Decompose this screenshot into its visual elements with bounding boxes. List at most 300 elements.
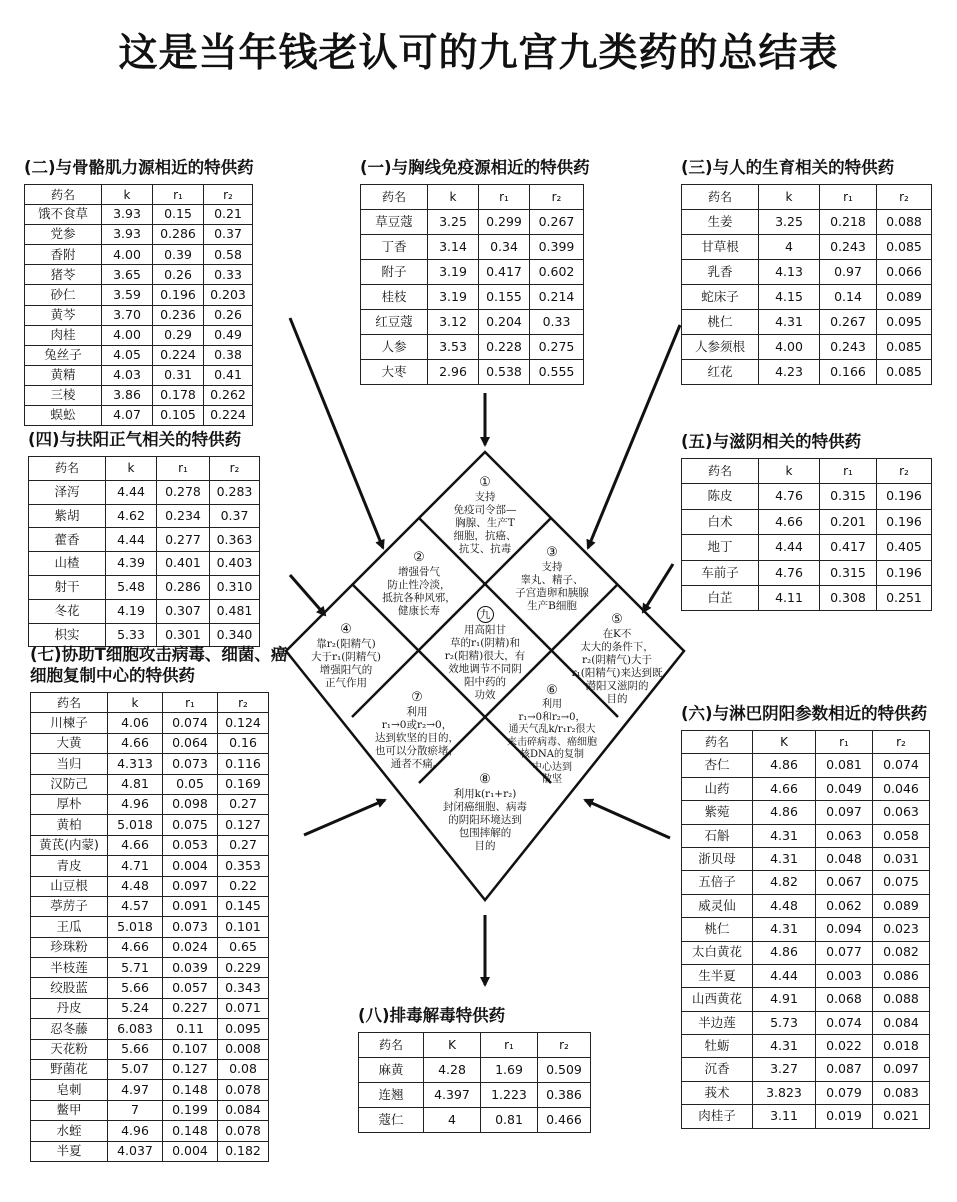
value-cell: 4.31 (753, 824, 816, 847)
table-row (361, 360, 584, 385)
herb-name-cell: 汉防己 (31, 774, 108, 794)
arrow-t3 (588, 325, 680, 548)
value-cell: 3.59 (102, 285, 153, 305)
value-cell: 0.095 (218, 1019, 269, 1039)
herb-name-cell: 草豆蔻 (361, 210, 428, 235)
table-row (29, 552, 260, 576)
herb-name-cell: 紫菀 (682, 801, 753, 824)
herb-name-cell: 人参 (361, 335, 428, 360)
column-header: K (424, 1033, 481, 1058)
value-cell: 0.031 (873, 847, 930, 870)
value-cell: 4.00 (759, 335, 820, 360)
column-header: 药名 (682, 459, 759, 484)
herb-table (24, 184, 253, 426)
table-row (25, 385, 253, 405)
herb-name-cell: 青皮 (31, 856, 108, 876)
value-cell: 0.083 (873, 1081, 930, 1104)
value-cell: 5.73 (753, 1011, 816, 1034)
value-cell: 0.417 (820, 535, 877, 560)
herb-name-cell: 射干 (29, 575, 106, 599)
table-header-row (31, 693, 269, 713)
table-row (25, 245, 253, 265)
value-cell: 4.86 (753, 754, 816, 777)
value-cell: 0.085 (877, 335, 932, 360)
value-cell: 0.29 (153, 325, 204, 345)
cell-5-number: ⑤ (611, 612, 623, 627)
column-header: r₂ (538, 1033, 591, 1058)
page-title: 这是当年钱老认可的九宫九类药的总结表 (118, 31, 839, 76)
cell-7: ⑦ 利用 r₁→0或r₂→0， 达到软坚的目的， 也可以分散瘀堵， 通者不痛。 (362, 690, 472, 771)
value-cell: 0.066 (877, 260, 932, 285)
value-cell: 0.088 (873, 988, 930, 1011)
value-cell: 0.085 (877, 235, 932, 260)
column-header: r₁ (820, 185, 877, 210)
value-cell: 0.074 (873, 754, 930, 777)
value-cell: 0.97 (820, 260, 877, 285)
value-cell: 0.286 (153, 225, 204, 245)
table-row (31, 774, 269, 794)
value-cell: 0.077 (816, 941, 873, 964)
herb-name-cell: 当归 (31, 754, 108, 774)
value-cell: 4.39 (106, 552, 157, 576)
herb-name-cell: 杏仁 (682, 754, 753, 777)
herb-name-cell: 川楝子 (31, 713, 108, 733)
herb-name-cell: 泽泻 (29, 480, 106, 504)
table-row (25, 305, 253, 325)
herb-name-cell: 陈皮 (682, 484, 759, 509)
herb-name-cell: 红花 (682, 360, 759, 385)
table-row (31, 1019, 269, 1039)
herb-name-cell: 白芷 (682, 585, 759, 610)
table-header-row (682, 459, 932, 484)
value-cell: 0.008 (218, 1039, 269, 1059)
herb-name-cell: 大枣 (361, 360, 428, 385)
value-cell: 0.363 (210, 528, 260, 552)
table-row (31, 998, 269, 1018)
value-cell: 0.079 (816, 1081, 873, 1104)
table-row (29, 599, 260, 623)
value-cell: 0.509 (538, 1058, 591, 1083)
table-row (682, 260, 932, 285)
value-cell: 0.063 (873, 801, 930, 824)
value-cell: 5.24 (108, 998, 163, 1018)
column-header: k (759, 459, 820, 484)
value-cell: 0.14 (820, 285, 877, 310)
value-cell: 0.074 (816, 1011, 873, 1034)
herb-name-cell: 冬花 (29, 599, 106, 623)
herb-name-cell: 丁香 (361, 235, 428, 260)
value-cell: 0.267 (820, 310, 877, 335)
table-header-row (361, 185, 584, 210)
value-cell: 0.81 (481, 1108, 538, 1133)
value-cell: 0.084 (873, 1011, 930, 1034)
table-row (682, 1105, 930, 1128)
value-cell: 4.06 (108, 713, 163, 733)
value-cell: 0.405 (877, 535, 932, 560)
value-cell: 0.023 (873, 918, 930, 941)
value-cell: 0.11 (163, 1019, 218, 1039)
value-cell: 5.018 (108, 917, 163, 937)
herb-name-cell: 沉香 (682, 1058, 753, 1081)
herb-name-cell: 珍珠粉 (31, 937, 108, 957)
column-header: r₁ (820, 459, 877, 484)
value-cell: 0.315 (820, 484, 877, 509)
herb-name-cell: 山西黄花 (682, 988, 753, 1011)
column-header: r₁ (153, 185, 204, 205)
table-block-t8 (358, 1006, 591, 1133)
value-cell: 0.37 (204, 225, 253, 245)
herb-name-cell: 黄芪(内蒙) (31, 835, 108, 855)
herb-name-cell: 香附 (25, 245, 102, 265)
table-title: (一)与胸线免疫源相近的特供药 (360, 158, 590, 177)
value-cell: 3.93 (102, 205, 153, 225)
table-row (361, 310, 584, 335)
table-row (29, 480, 260, 504)
column-header: 药名 (29, 457, 106, 481)
value-cell: 0.078 (218, 1121, 269, 1141)
value-cell: 5.66 (108, 1039, 163, 1059)
value-cell: 0.310 (210, 575, 260, 599)
table-row (682, 777, 930, 800)
value-cell: 0.340 (210, 623, 260, 647)
value-cell: 0.048 (816, 847, 873, 870)
table-title: (六)与淋巴阴阳参数相近的特供药 (681, 704, 928, 723)
cell-7-number: ⑦ (411, 690, 423, 705)
value-cell: 0.075 (873, 871, 930, 894)
value-cell: 0.218 (820, 210, 877, 235)
table-block-t7 (30, 644, 292, 1162)
herb-table (360, 184, 584, 385)
herb-table (30, 692, 269, 1162)
herb-name-cell: 野菌花 (31, 1060, 108, 1080)
arrow-t4 (290, 575, 325, 615)
value-cell: 0.075 (163, 815, 218, 835)
table-row (359, 1108, 591, 1133)
herb-name-cell: 绞股蓝 (31, 978, 108, 998)
value-cell: 0.262 (204, 385, 253, 405)
herb-name-cell: 半夏 (31, 1141, 108, 1161)
value-cell: 4.76 (759, 560, 820, 585)
herb-name-cell: 山药 (682, 777, 753, 800)
value-cell: 0.15 (153, 205, 204, 225)
cell-9-number: 九 (430, 606, 540, 624)
herb-name-cell: 蛇床子 (682, 285, 759, 310)
value-cell: 0.243 (820, 335, 877, 360)
value-cell: 4.00 (102, 325, 153, 345)
value-cell: 4.11 (759, 585, 820, 610)
table-header-row (682, 185, 932, 210)
value-cell: 0.021 (873, 1105, 930, 1128)
table-header-row (682, 731, 930, 754)
herb-name-cell: 蔻仁 (359, 1108, 424, 1133)
value-cell: 4.97 (108, 1080, 163, 1100)
value-cell: 4.44 (753, 964, 816, 987)
herb-name-cell: 王瓜 (31, 917, 108, 937)
value-cell: 0.095 (877, 310, 932, 335)
herb-name-cell: 藿香 (29, 528, 106, 552)
table-row (25, 205, 253, 225)
herb-table (681, 730, 930, 1129)
table-title: (八)排毒解毒特供药 (358, 1006, 506, 1025)
value-cell: 0.073 (163, 917, 218, 937)
table-row (682, 560, 932, 585)
table-row (29, 528, 260, 552)
value-cell: 0.267 (530, 210, 584, 235)
value-cell: 0.107 (163, 1039, 218, 1059)
value-cell: 3.19 (428, 260, 479, 285)
value-cell: 4.15 (759, 285, 820, 310)
table-row (682, 894, 930, 917)
value-cell: 0.27 (218, 835, 269, 855)
table-row (682, 360, 932, 385)
value-cell: 0.074 (163, 713, 218, 733)
value-cell: 4.44 (106, 528, 157, 552)
value-cell: 0.049 (816, 777, 873, 800)
table-row (682, 964, 930, 987)
value-cell: 0.105 (153, 406, 204, 426)
value-cell: 0.148 (163, 1121, 218, 1141)
value-cell: 0.084 (218, 1100, 269, 1120)
herb-name-cell: 附子 (361, 260, 428, 285)
value-cell: 4.28 (424, 1058, 481, 1083)
value-cell: 0.227 (163, 998, 218, 1018)
column-header: k (759, 185, 820, 210)
value-cell: 6.083 (108, 1019, 163, 1039)
table-row (361, 285, 584, 310)
value-cell: 0.089 (877, 285, 932, 310)
value-cell: 0.082 (873, 941, 930, 964)
column-header: r₂ (873, 731, 930, 754)
herb-name-cell: 黄柏 (31, 815, 108, 835)
table-row (682, 847, 930, 870)
table-block-t1 (360, 158, 590, 385)
value-cell: 4.03 (102, 365, 153, 385)
value-cell: 4.71 (108, 856, 163, 876)
value-cell: 0.308 (820, 585, 877, 610)
herb-name-cell: 麻黄 (359, 1058, 424, 1083)
table-row (682, 988, 930, 1011)
herb-name-cell: 水蛭 (31, 1121, 108, 1141)
table-row (682, 585, 932, 610)
table-row (31, 1141, 269, 1161)
cell-8-number: ⑧ (479, 772, 491, 787)
value-cell: 0.196 (877, 509, 932, 534)
table-row (31, 876, 269, 896)
column-header: r₂ (210, 457, 260, 481)
table-row (682, 1081, 930, 1104)
herb-name-cell: 人参须根 (682, 335, 759, 360)
value-cell: 3.53 (428, 335, 479, 360)
value-cell: 4.313 (108, 754, 163, 774)
value-cell: 0.127 (163, 1060, 218, 1080)
herb-name-cell: 兔丝子 (25, 345, 102, 365)
value-cell: 0.602 (530, 260, 584, 285)
column-header: 药名 (25, 185, 102, 205)
table-block-t5 (681, 432, 932, 611)
table-row (682, 918, 930, 941)
table-row (682, 1011, 930, 1034)
column-header: r₁ (479, 185, 530, 210)
table-row (25, 265, 253, 285)
value-cell: 0.124 (218, 713, 269, 733)
value-cell: 4.76 (759, 484, 820, 509)
column-header: r₂ (530, 185, 584, 210)
value-cell: 0.071 (218, 998, 269, 1018)
herb-name-cell: 砂仁 (25, 285, 102, 305)
value-cell: 0.196 (877, 560, 932, 585)
value-cell: 0.155 (479, 285, 530, 310)
value-cell: 0.22 (218, 876, 269, 896)
value-cell: 4.86 (753, 941, 816, 964)
value-cell: 0.229 (218, 958, 269, 978)
value-cell: 0.278 (157, 480, 210, 504)
value-cell: 4.397 (424, 1083, 481, 1108)
table-row (682, 801, 930, 824)
value-cell: 0.275 (530, 335, 584, 360)
value-cell: 0.169 (218, 774, 269, 794)
value-cell: 4.91 (753, 988, 816, 1011)
value-cell: 3.823 (753, 1081, 816, 1104)
table-row (31, 733, 269, 753)
value-cell: 0.466 (538, 1108, 591, 1133)
value-cell: 4.66 (108, 733, 163, 753)
herb-name-cell: 蜈蚣 (25, 406, 102, 426)
value-cell: 0.26 (153, 265, 204, 285)
table-row (31, 754, 269, 774)
cell-2: ② 增强骨气 防止性冷淡， 抵抗各种风邪， 健康长寿 (372, 550, 466, 618)
herb-name-cell: 厚朴 (31, 794, 108, 814)
value-cell: 3.25 (759, 210, 820, 235)
cell-2-number: ② (413, 550, 425, 565)
value-cell: 0.228 (479, 335, 530, 360)
table-row (359, 1083, 591, 1108)
value-cell: 5.71 (108, 958, 163, 978)
value-cell: 4.62 (106, 504, 157, 528)
column-header: r₁ (816, 731, 873, 754)
value-cell: 0.299 (479, 210, 530, 235)
herb-name-cell: 桃仁 (682, 310, 759, 335)
value-cell: 0.353 (218, 856, 269, 876)
herb-name-cell: 连翘 (359, 1083, 424, 1108)
column-header: K (753, 731, 816, 754)
herb-name-cell: 饿不食草 (25, 205, 102, 225)
herb-name-cell: 白术 (682, 509, 759, 534)
herb-name-cell: 黄芩 (25, 305, 102, 325)
value-cell: 0.417 (479, 260, 530, 285)
herb-name-cell: 太白黄花 (682, 941, 753, 964)
value-cell: 0.199 (163, 1100, 218, 1120)
value-cell: 0.403 (210, 552, 260, 576)
value-cell: 0.182 (218, 1141, 269, 1161)
value-cell: 3.70 (102, 305, 153, 325)
table-row (25, 345, 253, 365)
herb-table (28, 456, 260, 647)
herb-name-cell: 皂刺 (31, 1080, 108, 1100)
value-cell: 0.148 (163, 1080, 218, 1100)
table-title: (七)协助T细胞攻击病毒、细菌、癌细胞复制中心的特供药 (30, 645, 288, 685)
column-header: r₁ (481, 1033, 538, 1058)
table-row (31, 896, 269, 916)
value-cell: 0.236 (153, 305, 204, 325)
herb-name-cell: 牡蛎 (682, 1035, 753, 1058)
herb-name-cell: 黄精 (25, 365, 102, 385)
table-row (682, 535, 932, 560)
value-cell: 0.224 (153, 345, 204, 365)
value-cell: 0.21 (204, 205, 253, 225)
value-cell: 0.039 (163, 958, 218, 978)
table-row (25, 225, 253, 245)
table-row (25, 365, 253, 385)
value-cell: 3.27 (753, 1058, 816, 1081)
table-header-row (25, 185, 253, 205)
table-block-t4 (28, 430, 260, 647)
table-row (682, 210, 932, 235)
value-cell: 4.48 (753, 894, 816, 917)
table-title: (三)与人的生育相关的特供药 (681, 158, 895, 177)
value-cell: 3.11 (753, 1105, 816, 1128)
value-cell: 0.16 (218, 733, 269, 753)
value-cell: 0.088 (877, 210, 932, 235)
value-cell: 0.064 (163, 733, 218, 753)
value-cell: 0.091 (163, 896, 218, 916)
value-cell: 0.178 (153, 385, 204, 405)
value-cell: 4.44 (759, 535, 820, 560)
value-cell: 0.098 (163, 794, 218, 814)
herb-name-cell: 党参 (25, 225, 102, 245)
table-row (682, 484, 932, 509)
value-cell: 3.12 (428, 310, 479, 335)
table-row (31, 917, 269, 937)
value-cell: 4.44 (106, 480, 157, 504)
value-cell: 2.96 (428, 360, 479, 385)
table-row (359, 1058, 591, 1083)
value-cell: 4.82 (753, 871, 816, 894)
table-row (29, 575, 260, 599)
table-row (682, 1058, 930, 1081)
table-row (682, 335, 932, 360)
value-cell: 0.018 (873, 1035, 930, 1058)
column-header: 药名 (361, 185, 428, 210)
value-cell: 0.053 (163, 835, 218, 855)
column-header: 药名 (359, 1033, 424, 1058)
value-cell: 3.14 (428, 235, 479, 260)
table-row (682, 285, 932, 310)
value-cell: 4.86 (753, 801, 816, 824)
value-cell: 0.301 (157, 623, 210, 647)
table-block-t2 (24, 158, 254, 426)
value-cell: 0.08 (218, 1060, 269, 1080)
herb-name-cell: 甘草根 (682, 235, 759, 260)
value-cell: 4 (759, 235, 820, 260)
value-cell: 4.23 (759, 360, 820, 385)
value-cell: 0.081 (816, 754, 873, 777)
value-cell: 4.66 (108, 835, 163, 855)
value-cell: 0.386 (538, 1083, 591, 1108)
column-header: k (108, 693, 163, 713)
value-cell: 0.022 (816, 1035, 873, 1058)
value-cell: 0.243 (820, 235, 877, 260)
value-cell: 0.062 (816, 894, 873, 917)
table-row (31, 1100, 269, 1120)
value-cell: 0.097 (816, 801, 873, 824)
value-cell: 0.087 (816, 1058, 873, 1081)
herb-name-cell: 车前子 (682, 560, 759, 585)
column-header: r₁ (163, 693, 218, 713)
table-row (31, 937, 269, 957)
column-header: r₂ (877, 459, 932, 484)
arrow-t7 (304, 800, 385, 835)
value-cell: 0.004 (163, 856, 218, 876)
